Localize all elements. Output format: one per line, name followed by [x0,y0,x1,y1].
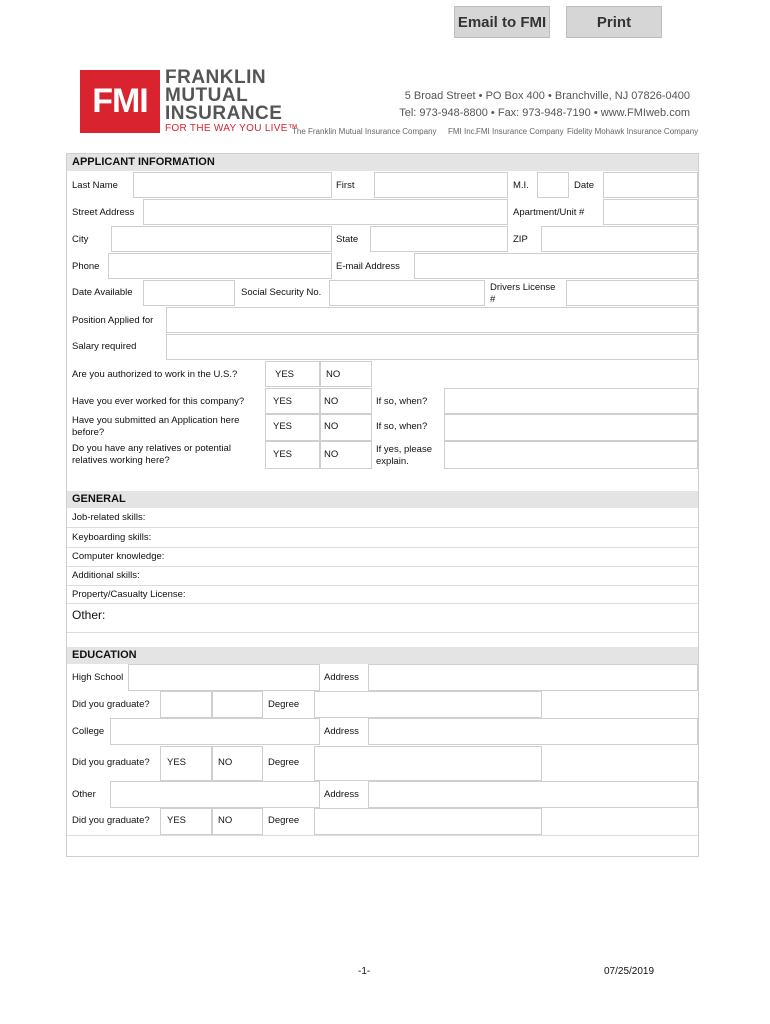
tagline: FOR THE WAY YOU LIVE™ [165,123,298,134]
authorized-yes-label: YES [275,369,295,380]
zip-field[interactable] [541,226,698,252]
city-field[interactable] [111,226,332,252]
submitted-when-field[interactable] [444,414,698,441]
other-degree-field[interactable] [314,808,542,835]
job-skills-label: Job-related skills: [72,512,146,523]
high-school-field[interactable] [128,664,320,691]
high-school-address-label: Address [324,672,359,683]
divider [67,547,698,548]
other-school-field[interactable] [110,781,320,808]
divider [67,835,698,836]
apartment-label: Apartment/Unit # [513,207,585,218]
computer-label: Computer knowledge: [72,551,165,562]
email-label: E-mail Address [336,261,400,272]
relatives-label: Do you have any relatives or potential relatives working here? [72,443,231,466]
college-address-field[interactable] [368,718,698,745]
position-label: Position Applied for [72,315,154,326]
company-contact: Tel: 973-948-8800 • Fax: 973-948-7190 • www.FMIweb.com [399,107,690,119]
mi-label: M.I. [513,180,529,191]
divider [67,585,698,586]
education-header: EDUCATION [67,647,698,664]
apartment-field[interactable] [603,199,698,225]
college-no-label: NO [218,757,233,768]
fmi-logo: FMI [80,70,160,133]
date-field[interactable] [603,172,698,198]
relatives-yes-label: YES [273,449,293,460]
hs-degree-field[interactable] [314,691,542,718]
first-name-label: First [336,180,355,191]
phone-field[interactable] [108,253,332,279]
ssn-field[interactable] [329,280,485,306]
divider [67,603,698,604]
relatives-no-label: NO [324,449,339,460]
zip-label: ZIP [513,234,528,245]
worked-when-field[interactable] [444,388,698,414]
keyboarding-label: Keyboarding skills: [72,532,152,543]
relatives-explain-field[interactable] [444,441,698,469]
state-label: State [336,234,359,245]
college-address-label: Address [324,726,359,737]
additional-skills-label: Additional skills: [72,570,140,581]
authorized-no-label: NO [326,369,341,380]
first-name-field[interactable] [374,172,508,198]
other-graduate-label: Did you graduate? [72,815,150,826]
state-field[interactable] [370,226,508,252]
other-yes-label: YES [167,815,187,826]
college-yes-label: YES [167,757,187,768]
college-label: College [72,726,105,737]
last-name-label: Last Name [72,180,118,191]
hs-yes-field[interactable] [160,691,212,718]
form-date: 07/25/2019 [604,966,655,977]
high-school-label: High School [72,672,124,683]
submitted-no-label: NO [324,421,339,432]
email-to-fmi-button[interactable]: Email to FMI [454,6,550,38]
college-graduate-label: Did you graduate? [72,757,150,768]
other-label: Other: [72,608,106,622]
general-header: GENERAL [67,491,698,508]
phone-label: Phone [72,261,100,272]
submitted-when-label: If so, when? [376,421,428,432]
hs-graduate-label: Did you graduate? [72,699,150,710]
street-address-field[interactable] [143,199,508,225]
street-address-label: Street Address [72,207,135,218]
subsidiary-1: The Franklin Mutual Insurance Company [292,127,437,136]
submitted-yes-label: YES [273,421,293,432]
drivers-license-field[interactable] [566,280,698,306]
logo-line1: FRANKLIN [165,67,267,88]
salary-label: Salary required [72,341,137,352]
other-degree-label: Degree [268,815,300,826]
other-school-label: Other [72,789,96,800]
logo-line2: MUTUAL [165,85,249,106]
other-no-label: NO [218,815,233,826]
drivers-license-label: Drivers License # [490,282,556,305]
relatives-explain-label: If yes, please explain. [376,444,432,467]
other-address-field[interactable] [368,781,698,808]
property-license-label: Property/Casualty License: [72,589,186,600]
last-name-field[interactable] [133,172,332,198]
worked-label: Have you ever worked for this company? [72,396,245,407]
hs-degree-label: Degree [268,699,300,710]
date-available-label: Date Available [72,287,133,298]
salary-field[interactable] [166,334,698,360]
ssn-label: Social Security No. [241,287,322,298]
college-field[interactable] [110,718,320,745]
city-label: City [72,234,89,245]
hs-no-field[interactable] [212,691,263,718]
date-available-field[interactable] [143,280,235,306]
divider [67,527,698,528]
logo-line3: INSURANCE [165,103,283,124]
submitted-label: Have you submitted an Application here before? [72,415,240,438]
company-address: 5 Broad Street • PO Box 400 • Branchville, NJ 07826-0400 [404,90,690,102]
other-address-label: Address [324,789,359,800]
position-field[interactable] [166,307,698,333]
worked-when-label: If so, when? [376,396,428,407]
mi-field[interactable] [537,172,569,198]
high-school-address-field[interactable] [368,664,698,691]
print-button[interactable]: Print [566,6,662,38]
subsidiary-2: FMI Inc. [448,127,477,136]
subsidiary-4: Fidelity Mohawk Insurance Company [567,127,699,136]
worked-no-label: NO [324,396,339,407]
page-number: -1- [358,966,371,977]
date-label: Date [574,180,595,191]
email-field[interactable] [414,253,698,279]
authorized-label: Are you authorized to work in the U.S.? [72,369,238,380]
college-degree-field[interactable] [314,746,542,781]
worked-yes-label: YES [273,396,293,407]
divider [67,632,698,633]
subsidiary-3: FMI Insurance Company [476,127,564,136]
applicant-info-header: APPLICANT INFORMATION [67,154,698,171]
divider [67,566,698,567]
college-degree-label: Degree [268,757,300,768]
